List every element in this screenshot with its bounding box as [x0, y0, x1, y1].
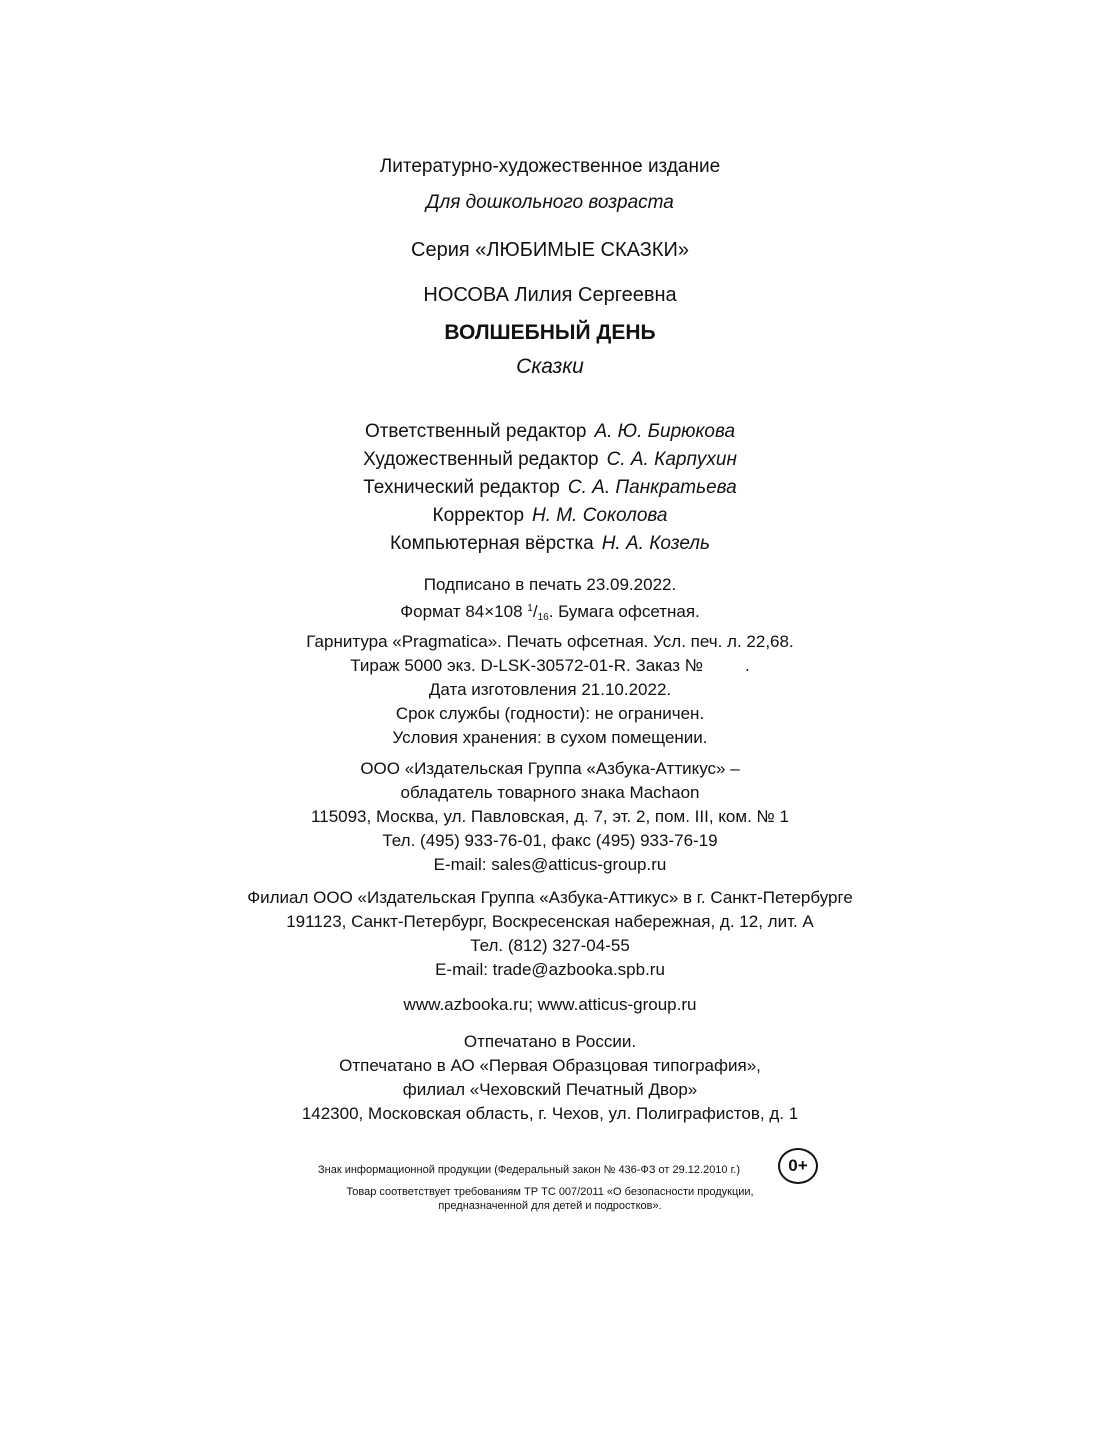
age-rating-badge: 0+	[778, 1148, 818, 1184]
printer-line: Отпечатано в России.	[463, 1032, 637, 1051]
run-line	[0, 654, 1100, 678]
edition-type: Литературно-художественное издание	[379, 156, 721, 177]
format-fraction: $^1/_{16}$	[527, 602, 549, 623]
websites: www.azbooka.ru; www.atticus-group.ru	[403, 995, 697, 1014]
manufactured-date: Дата изготовления 21.10.2022.	[428, 680, 672, 699]
branch-address: 191123, Санкт-Петербург, Воскресенская набережная, д. 12, лит. А	[286, 912, 814, 931]
format-line	[0, 597, 1100, 630]
book-title: ВОЛШЕБНЫЙ ДЕНЬ	[444, 321, 656, 344]
publisher-line: обладатель товарного знака Machaon	[400, 783, 700, 802]
footer-notes	[0, 1163, 1100, 1213]
info-mark-text: Знак информационной продукции (Федеральный закон № 436-ФЗ от 29.12.2010 г.)	[317, 1164, 740, 1176]
credit-role: Компьютерная вёрстка	[389, 533, 594, 554]
branch-info	[0, 886, 1100, 982]
compliance-line: Товар соответствует требованиям ТР ТС 007/2011 «О безопасности продукции,	[346, 1186, 754, 1198]
credit-name: С. А. Панкратьева	[567, 477, 737, 498]
credit-name: С. А. Карпухин	[606, 449, 737, 470]
credit-role: Художественный редактор	[363, 449, 599, 470]
publisher-line: ООО «Издательская Группа «Азбука-Аттикус» –	[360, 759, 740, 778]
age-group: Для дошкольного возраста	[426, 192, 674, 213]
branch-phone: Тел. (812) 327-04-55	[470, 936, 630, 955]
storage-conditions: Условия хранения: в сухом помещении.	[392, 728, 708, 747]
printer-line: филиал «Чеховский Печатный Двор»	[402, 1080, 698, 1099]
typeface-line: Гарнитура «Pragmatica». Печать офсетная. Усл. печ. л. 22,68.	[306, 632, 794, 651]
book-genre: Сказки	[516, 355, 584, 378]
branch-email: E-mail: trade@azbooka.spb.ru	[435, 960, 665, 979]
format-suffix: . Бумага офсетная.	[548, 602, 700, 621]
author-name: НОСОВА Лилия Сергеевна	[423, 284, 677, 306]
format-numerator: 1	[527, 603, 533, 614]
credit-role: Технический редактор	[363, 477, 560, 498]
run-suffix: .	[745, 656, 750, 675]
credit-name: Н. М. Соколова	[532, 505, 668, 526]
credit-row	[0, 446, 1100, 474]
printer-address: 142300, Московская область, г. Чехов, ул. Полиграфистов, д. 1	[301, 1104, 799, 1123]
publisher-address: 115093, Москва, ул. Павловская, д. 7, эт. 2, пом. III, ком. № 1	[311, 807, 789, 826]
publisher-phone: Тел. (495) 933-76-01, факс (495) 933-76-19	[382, 831, 718, 850]
credits-list	[0, 418, 1100, 558]
credit-role: Ответственный редактор	[364, 421, 587, 442]
credit-row	[0, 502, 1100, 530]
shelf-life: Срок службы (годности): не ограничен.	[395, 704, 705, 723]
signed-date: Подписано в печать 23.09.2022.	[423, 575, 677, 594]
format-prefix: Формат 84×108	[400, 602, 528, 621]
publisher-info	[0, 757, 1100, 877]
print-info	[0, 573, 1100, 750]
credit-row	[0, 530, 1100, 558]
branch-line: Филиал ООО «Издательская Группа «Азбука-Аттикус» в г. Санкт-Петербурге	[247, 888, 853, 907]
series-name: Серия «ЛЮБИМЫЕ СКАЗКИ»	[411, 239, 689, 261]
publisher-email: E-mail: sales@atticus-group.ru	[433, 855, 667, 874]
printer-line: Отпечатано в АО «Первая Образцовая типография»,	[339, 1056, 761, 1075]
credit-name: А. Ю. Бирюкова	[594, 421, 736, 442]
printer-info	[0, 1030, 1100, 1126]
credit-row	[0, 418, 1100, 446]
credit-role: Корректор	[432, 505, 525, 526]
format-denominator: 16	[537, 612, 549, 623]
credit-name: Н. А. Козель	[601, 533, 711, 554]
compliance-line: предназначенной для детей и подростков».	[438, 1200, 662, 1212]
run-prefix: Тираж 5000 экз. D-LSK-30572-01-R. Заказ №	[350, 656, 703, 675]
credit-row	[0, 474, 1100, 502]
